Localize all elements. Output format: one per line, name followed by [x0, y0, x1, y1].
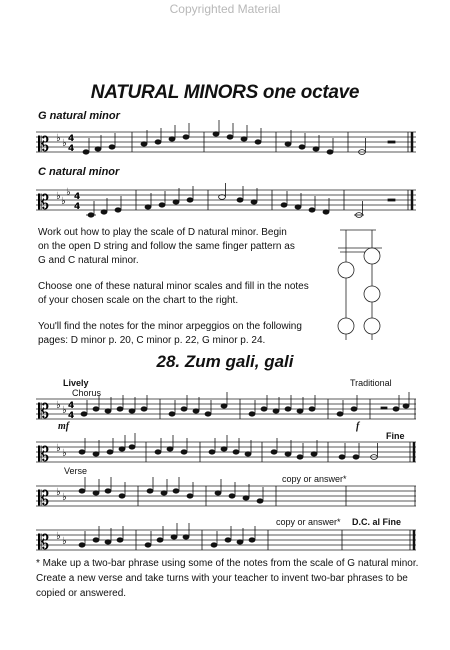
dynamic-mf: mf: [58, 421, 70, 432]
flat-icon: ♭: [62, 448, 67, 459]
flat-icon: ♭: [62, 405, 67, 416]
instruction-line: Choose one of these natural minor scales and fill in the notes: [38, 281, 309, 292]
svg-text:4: 4: [68, 134, 75, 144]
flat-icon: ♭: [56, 133, 61, 144]
tempo-marking: Lively: [63, 378, 89, 388]
svg-text:4: 4: [68, 411, 75, 421]
staff-g-natural-minor: [36, 122, 416, 162]
footnote-line: copied or answered.: [36, 588, 127, 599]
dc-al-fine-marking: D.C. al Fine: [352, 517, 402, 527]
dynamic-f: f: [356, 421, 360, 432]
alto-clef-icon: 𝄡: [38, 399, 50, 423]
instruction-line: of your chosen scale on the chart to the right.: [38, 295, 239, 306]
flat-icon: ♭: [62, 536, 67, 547]
flat-icon: ♭: [62, 138, 67, 149]
instruction-line: G and C natural minor.: [38, 255, 139, 266]
svg-text:4: 4: [68, 144, 75, 154]
page-title: NATURAL MINORS one octave: [90, 82, 360, 103]
footnote-line: Create a new verse and take turns with your teacher to invent two-bar phrases to be: [36, 573, 408, 584]
flat-icon: ♭: [56, 487, 61, 498]
tune-staff-4: [36, 524, 416, 558]
tune-staff-3: [36, 480, 416, 514]
flat-icon: ♭: [56, 191, 61, 202]
alto-clef-icon: 𝄡: [38, 190, 50, 214]
flat-icon: ♭: [66, 187, 71, 198]
g-natural-minor-label: G natural minor: [38, 110, 120, 122]
c-natural-minor-label: C natural minor: [38, 166, 120, 178]
staff-c-natural-minor: [36, 180, 416, 220]
alto-clef-icon: 𝄡: [38, 530, 50, 554]
fine-marking: Fine: [386, 431, 405, 441]
verse-label: Verse: [64, 466, 88, 476]
fingerboard-chart: [330, 222, 390, 342]
tune-title: 28. Zum gali, gali: [156, 352, 294, 371]
watermark: Copyrighted Material: [169, 2, 281, 16]
flat-icon: ♭: [62, 492, 67, 503]
flat-icon: ♭: [56, 443, 61, 454]
copy-or-answer-label-1: copy or answer*: [282, 474, 347, 484]
flat-icon: ♭: [61, 196, 66, 207]
footnote-line: * Make up a two-bar phrase using some of the notes from the scale of G natural minor.: [36, 558, 419, 569]
chorus-label: Chorus: [72, 388, 102, 398]
flat-icon: ♭: [56, 400, 61, 411]
svg-text:4: 4: [74, 192, 81, 202]
attribution: Traditional: [350, 378, 392, 388]
copy-or-answer-label-2: copy or answer*: [276, 517, 341, 527]
flat-icon: ♭: [56, 531, 61, 542]
alto-clef-icon: 𝄡: [38, 132, 50, 156]
svg-text:4: 4: [68, 401, 75, 411]
instruction-line: Work out how to play the scale of D natural minor. Begin: [38, 227, 287, 238]
svg-text:4: 4: [74, 202, 81, 212]
tune-staff-2: [36, 436, 416, 470]
instruction-line: pages: D minor p. 20, C minor p. 22, G minor p. 24.: [38, 335, 266, 346]
instruction-line: on the open D string and follow the same finger pattern as: [38, 241, 295, 252]
alto-clef-icon: 𝄡: [38, 486, 50, 510]
alto-clef-icon: 𝄡: [38, 442, 50, 466]
instruction-line: You'll find the notes for the minor arpeggios on the following: [38, 321, 302, 332]
footnote: [36, 556, 426, 601]
instructions: [38, 226, 338, 348]
